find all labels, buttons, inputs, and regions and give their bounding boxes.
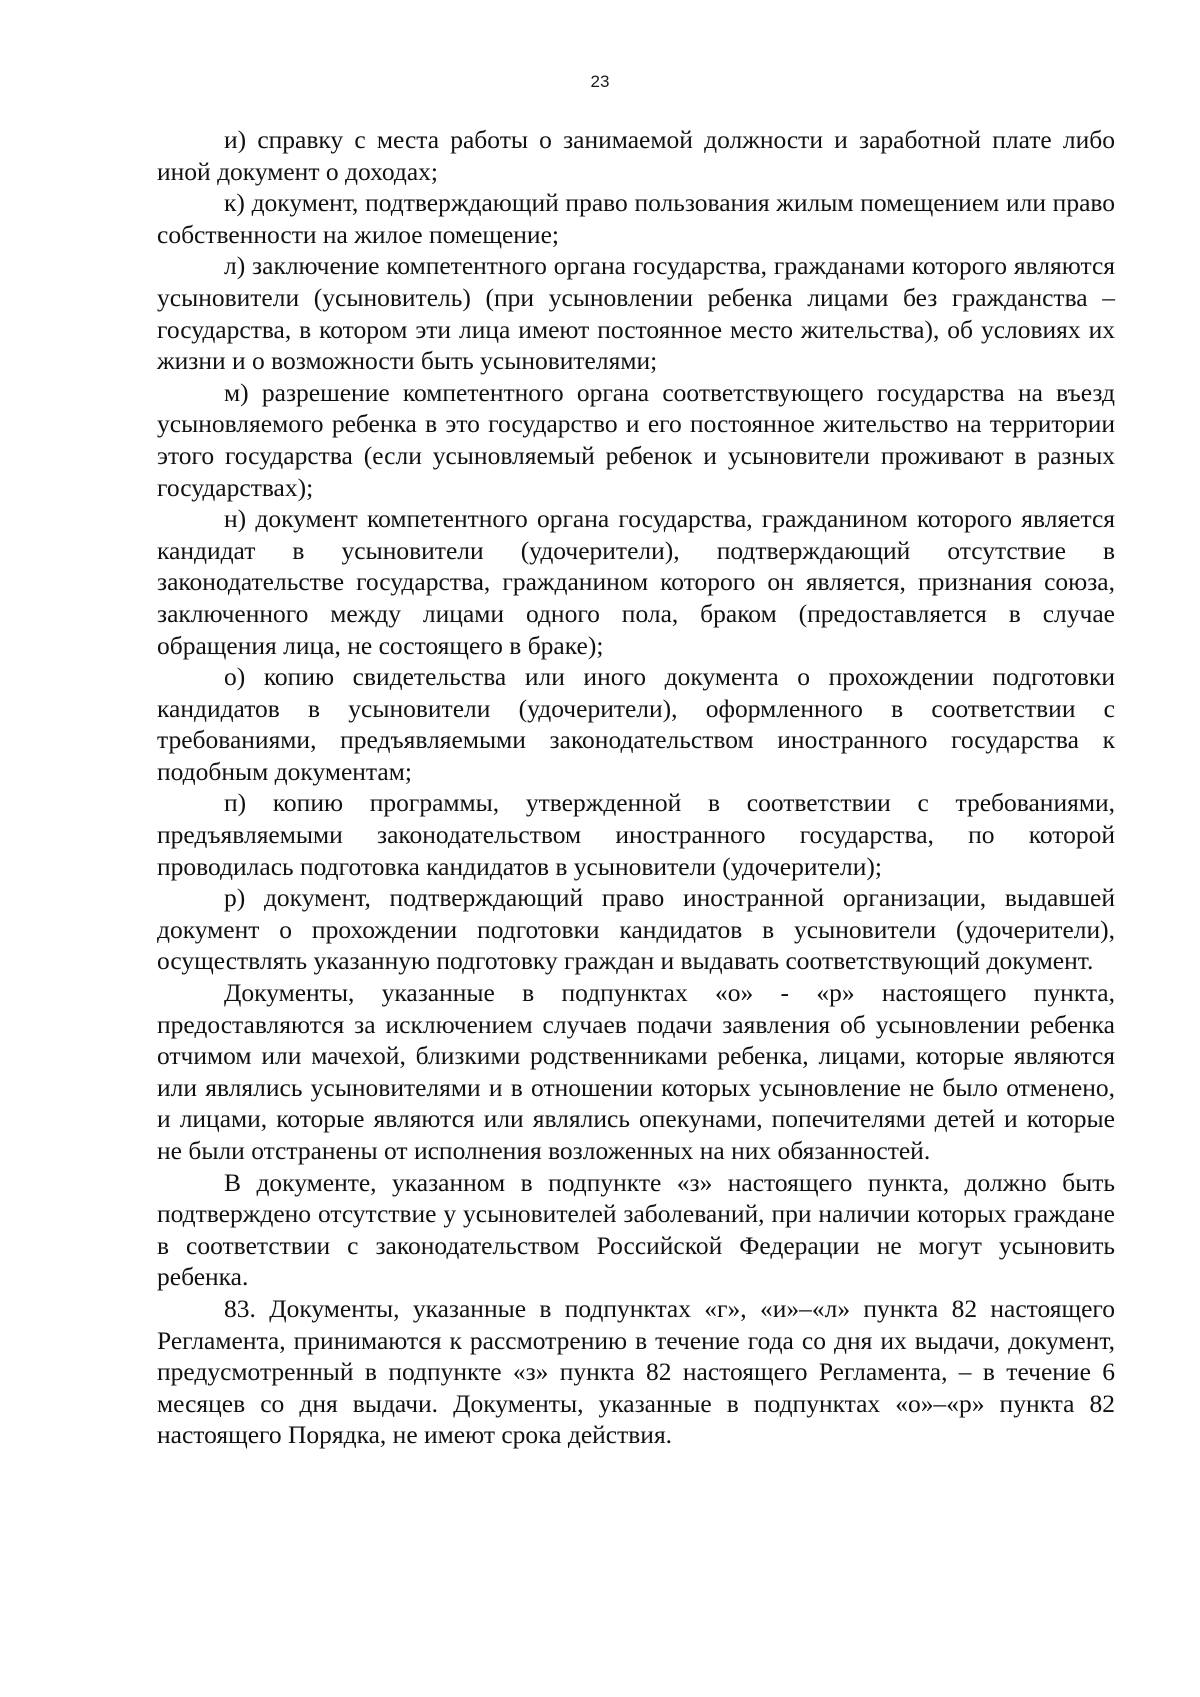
- paragraph-item-k: к) документ, подтверждающий право пользования жилым помещением или право собственности на жилое помещение;: [157, 188, 1115, 249]
- paragraph-item-p: п) копию программы, утвержденной в соответствии с требованиями, предъявляемыми законодательством иностранного государства, по которой проводилась подготовка кандидатов в усыновители (удочерители);: [157, 788, 1115, 881]
- page-number: 23: [590, 72, 610, 91]
- paragraph-exceptions: Документы, указанные в подпунктах «о» - «р» настоящего пункта, предоставляются за исключением случаев подачи заявления об усыновлении ребенка отчимом или мачехой, близкими родственниками ребенка, лицами, которые являются или являлись усыновителями и в отношении которых усыновление не было отменено, и лицами, которые являются или являлись опекунами, попечителями детей и которые не были отстранены от исполнения возложенных на них обязанностей.: [157, 978, 1115, 1165]
- paragraph-section-83: 83. Документы, указанные в подпунктах «г», «и»–«л» пункта 82 настоящего Регламента, принимаются к рассмотрению в течение года со дня их выдачи, документ, предусмотренный в подпункте «з» пункта 82 настоящего Регламента, – в течение 6 месяцев со дня выдачи. Документы, указанные в подпунктах «о»–«р» пункта 82 настоящего Порядка, не имеют срока действия.: [157, 1293, 1115, 1450]
- paragraph-medical-document: В документе, указанном в подпункте «з» настоящего пункта, должно быть подтверждено отсутствие у усыновителей заболеваний, при наличии которых граждане в соответствии с законодательством Российской Федерации не могут усыновить ребенка.: [157, 1167, 1115, 1292]
- document-body: [157, 124, 1115, 1451]
- paragraph-item-i: и) справку с места работы о занимаемой должности и заработной плате либо иной документ о доходах;: [157, 125, 1115, 186]
- paragraph-item-n: н) документ компетентного органа государства, гражданином которого является кандидат в усыновители (удочерители), подтверждающий отсутствие в законодательстве государства, гражданином которого он является, признания союза, заключенного между лицами одного пола, браком (предоставляется в случае обращения лица, не состоящего в браке);: [157, 504, 1115, 660]
- paragraph-item-m: м) разрешение компетентного органа соответствующего государства на въезд усыновляемого ребенка в это государство и его постоянное жительство на территории этого государства (если усыновляемый ребенок и усыновители проживают в разных государствах);: [157, 377, 1115, 502]
- paragraph-item-o: о) копию свидетельства или иного документа о прохождении подготовки кандидатов в усыновители (удочерители), оформленного в соответствии с требованиями, предъявляемыми законодательством иностранного государства к подобным документам;: [157, 662, 1115, 786]
- paragraph-item-l: л) заключение компетентного органа государства, гражданами которого являются усыновители (усыновитель) (при усыновлении ребенка лицами без гражданства – государства, в котором эти лица имеют постоянное место жительства), об условиях их жизни и о возможности быть усыновителями;: [157, 251, 1115, 376]
- paragraph-item-r: р) документ, подтверждающий право иностранной организации, выдавшей документ о прохождении подготовки кандидатов в усыновители (удочерители), осуществлять указанную подготовку граждан и выдавать соответствующий документ.: [157, 883, 1115, 976]
